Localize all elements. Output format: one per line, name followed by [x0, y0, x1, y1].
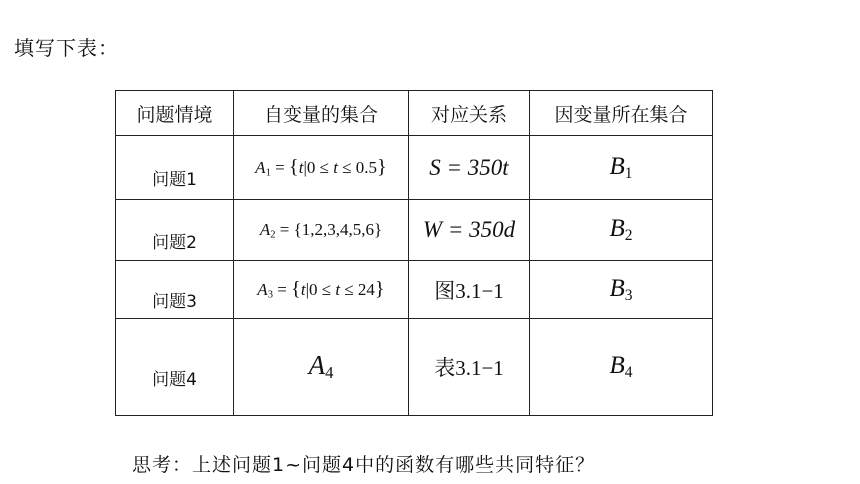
- relation-cell: S = 350t: [409, 136, 530, 200]
- scene-cell: 问题4: [116, 319, 234, 416]
- header-domain: 自变量的集合: [234, 91, 409, 136]
- header-codomain: 因变量所在集合: [530, 91, 713, 136]
- relation-cell: W = 350d: [409, 200, 530, 261]
- header-scene: 问题情境: [116, 91, 234, 136]
- domain-set-cell: $A_2 = \{1,2,3,4,5,6\}$: [234, 200, 409, 261]
- table-row: [116, 261, 713, 319]
- table-row: [116, 136, 713, 200]
- relation-cell: 图3.1−1: [409, 261, 530, 319]
- function-table: [115, 90, 713, 416]
- domain-set-cell: $A_3 = \{t|0 \le t \le 24\}$: [234, 261, 409, 319]
- scene-cell: 问题2: [116, 200, 234, 261]
- reflection-question: 思考：上述问题1~问题4中的函数有哪些共同特征？: [132, 454, 596, 476]
- intro-instruction: 填写下表：: [14, 36, 119, 60]
- codomain-cell: $B_3$: [530, 261, 713, 319]
- codomain-cell: $B_4$: [530, 319, 713, 416]
- table-header-row: [116, 91, 713, 136]
- header-relation: 对应关系: [409, 91, 530, 136]
- domain-set-cell: $A_4$: [234, 319, 409, 416]
- codomain-cell: $B_1$: [530, 136, 713, 200]
- domain-set-cell: $A_1 = \{t|0 \le t \le 0.5\}$: [234, 136, 409, 200]
- table-row: [116, 200, 713, 261]
- codomain-cell: $B_2$: [530, 200, 713, 261]
- scene-cell: 问题1: [116, 136, 234, 200]
- scene-cell: 问题3: [116, 261, 234, 319]
- relation-cell: 表3.1−1: [409, 319, 530, 416]
- table-row: [116, 319, 713, 416]
